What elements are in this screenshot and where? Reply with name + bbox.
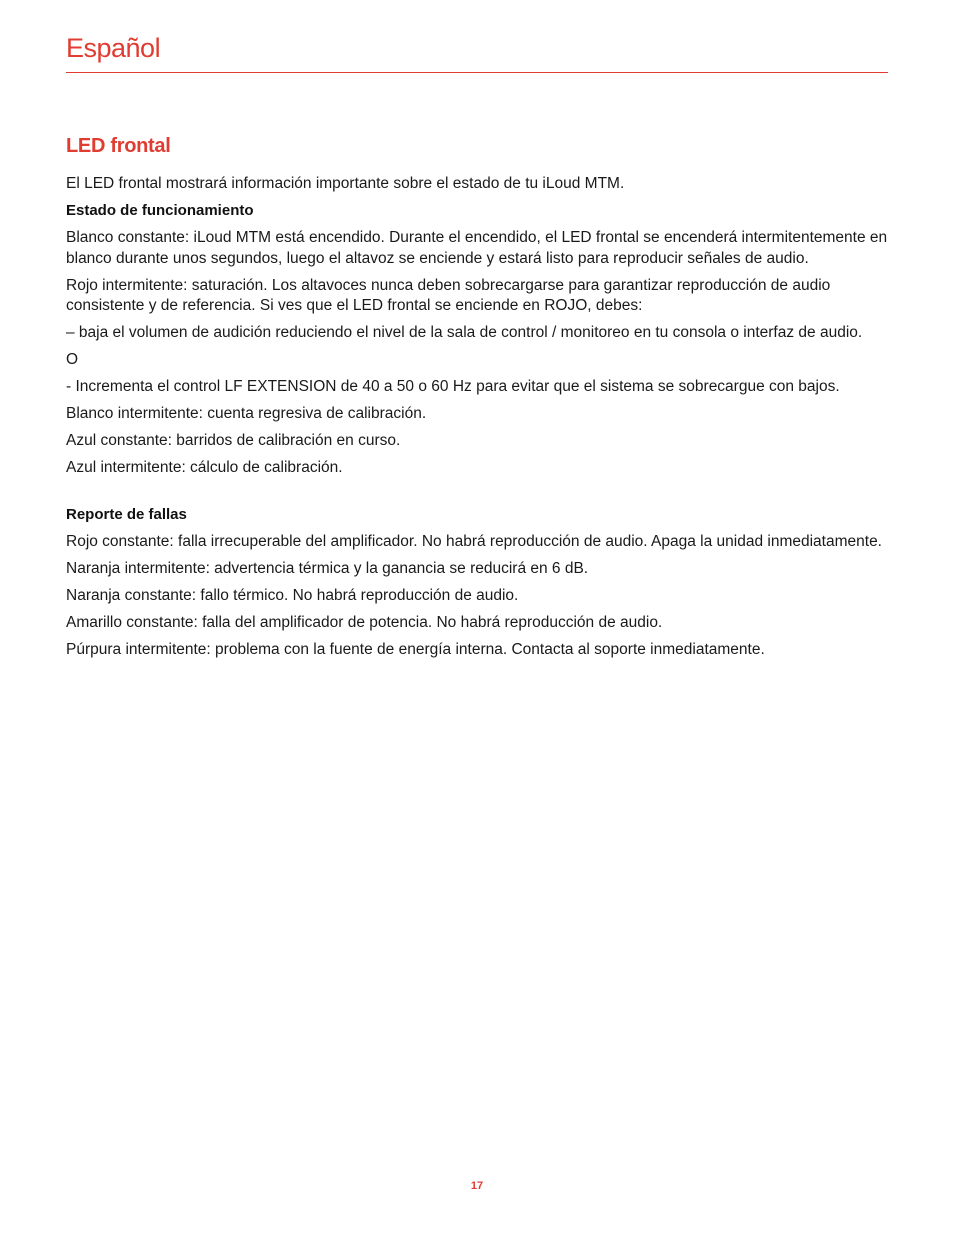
status-item: Azul constante: barridos de calibración en curso. (66, 432, 401, 449)
intro-paragraph: El LED frontal mostrará información importante sobre el estado de tu iLoud MTM. (66, 175, 625, 192)
status-item: Rojo intermitente: saturación. Los altavoces nunca deben sobrecargarse para garantizar reproducción de audio consistente y de referencia. Si ves que el LED frontal se enciende en ROJO, debes: (66, 276, 831, 314)
fault-report-section (66, 505, 890, 661)
operating-status-section (66, 201, 890, 479)
fault-item: Rojo constante: falla irrecuperable del amplificador. No habrá reproducción de audio. Apaga la unidad inmediatamente. (66, 533, 882, 550)
page-number: 17 (470, 1180, 484, 1192)
status-item: – baja el volumen de audición reduciendo el nivel de la sala de control / monitoreo en tu consola o interfaz de audio. (66, 324, 863, 341)
main-content (66, 132, 890, 667)
fault-report-heading: Reporte de fallas (66, 506, 187, 523)
fault-item: Naranja constante: fallo térmico. No habrá reproducción de audio. (66, 587, 519, 604)
status-item: Blanco constante: iLoud MTM está encendido. Durante el encendido, el LED frontal se encenderá intermitentemente en blanco durante unos segundos, luego el altavoz se enciende y estará listo para reproducir señales de audio. (66, 229, 888, 267)
status-item: O (66, 351, 79, 368)
status-item: Blanco intermitente: cuenta regresiva de calibración. (66, 405, 427, 422)
fault-item: Amarillo constante: falla del amplificador de potencia. No habrá reproducción de audio. (66, 614, 663, 631)
page-header (66, 30, 888, 66)
section-spacer (66, 485, 890, 505)
language-title: Español (66, 33, 161, 63)
fault-item: Púrpura intermitente: problema con la fuente de energía interna. Contacta al soporte inmediatamente. (66, 641, 765, 658)
status-item: - Incrementa el control LF EXTENSION de 40 a 50 o 60 Hz para evitar que el sistema se sobrecargue con bajos. (66, 378, 840, 395)
fault-item: Naranja intermitente: advertencia térmica y la ganancia se reducirá en 6 dB. (66, 560, 589, 577)
header-divider (66, 72, 888, 73)
status-item: Azul intermitente: cálculo de calibración. (66, 459, 343, 476)
section-title: LED frontal (66, 135, 171, 157)
operating-status-heading: Estado de funcionamiento (66, 202, 254, 219)
